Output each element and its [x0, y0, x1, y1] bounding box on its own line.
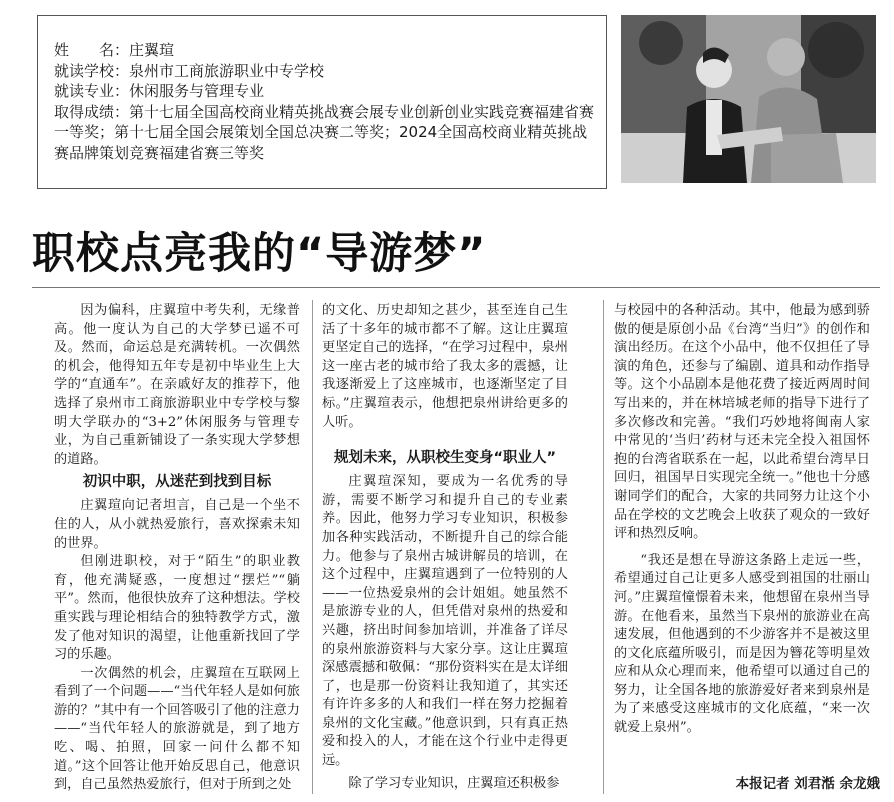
column-divider-2	[603, 300, 604, 794]
column-divider-1	[312, 300, 313, 794]
article-column-3	[614, 302, 870, 738]
col3-paragraph-1: 与校园中的各种活动。其中，他最为感到骄傲的便是原创小品《台湾“当归”》的创作和演出经历。在这个小品中，他不仅担任了导演的角色，还参与了编剧、道具和动作指导等。这个小品剧本是他花费了接近两周时间写出来的，并在林培城老师的指导下进行了多次修改和完善。“我们巧妙地将闽南人家中常见的‘当归’药材与还未完全投入祖国怀抱的台湾省联系在一起，以此希望台湾早日回归，祖国早日实现完全统一。”他也十分感谢同学们的配合，大家的共同努力让这个小品在学校的文艺晚会上收获了观众的一致好评和热烈反响。	[614, 303, 870, 542]
profile-major: 就读专业：休闲服务与管理专业	[54, 82, 265, 100]
profile-school: 就读学校：泉州市工商旅游职业中专学校	[54, 61, 325, 80]
subheading-2: 规划未来，从职校生变身“职业人”	[333, 450, 557, 467]
col1-paragraph-4: 一次偶然的机会，庄翼瑄在互联网上看到了一个问题——“当代年轻人是如何旅游的？”其中有一个回答吸引了他的注意力——“当代年轻人的旅游就是，到了地方吃、喝、拍照，回家一问什么都不知道。”这个回答让他开始反思自己，他意识到，自己虽然热爱旅行，但对于所到之处	[54, 665, 300, 793]
profile-name: 姓 名：庄翼瑄	[54, 41, 175, 59]
portrait-photo-icon	[621, 15, 876, 183]
article-column-2	[322, 302, 568, 793]
col1-paragraph-3: 但刚进职校，对于“陌生”的职业教育，他充满疑惑，一度想过“摆烂”“躺平”。然而，他很快放弃了这种想法。学校重实践与理论相结合的独特教学方式，激发了他对知识的渴望，让他重新找回了学习的乐趣。	[54, 554, 300, 663]
profile-box	[37, 15, 607, 189]
headline: 职校点亮我的“导游梦”	[32, 229, 487, 279]
col2-paragraph-2: 庄翼瑄深知，要成为一名优秀的导游，需要不断学习和提升自己的专业素养。因此，他努力学习专业知识，积极参加各种实践活动，不断提升自己的综合能力。他参与了泉州古城讲解员的培训，在这个过程中，庄翼瑄遇到了一位特别的人——一位热爱泉州的会计姐姐。她虽然不是旅游专业的人，但凭借对泉州的热爱和兴趣，挤出时间参加培训，并准备了详尽的泉州旅游资料与大家分享。这让庄翼瑄深感震撼和敬佩：“那份资料实在是太详细了，也是那一份资料让我知道了，其实还有许许多多的人和我们一样在努力挖掘着泉州的文化宝藏。”他意识到，只有真正热爱和投入的人，才能在这个行业中走得更远。	[322, 474, 568, 769]
col2-paragraph-1: 的文化、历史却知之甚少，甚至连自己生活了十多年的城市都不了解。这让庄翼瑄更坚定自己的选择，“在学习过程中，泉州这一座古老的城市给了我太多的震撼，让我逐渐爱上了这座城市，也逐渐坚定了目标。”庄翼瑄表示，他想把泉州讲给更多的人听。	[322, 303, 568, 430]
col3-paragraph-2: “我还是想在导游这条路上走远一些，希望通过自己让更多人感受到祖国的壮丽山河。”庄翼瑄憧憬着未来，他想留在泉州当导游。在他看来，虽然当下泉州的旅游业在高速发展，但他遇到的不少游客并不是被这里的文化底蕴所吸引，而是因为簪花等明星效应和从众心理而来，他希望可以通过自己的努力，让全国各地的旅游爱好者来到泉州是为了来感受这座城市的文化底蕴，“来一次就爱上泉州”。	[614, 552, 870, 736]
col1-paragraph-2: 庄翼瑄向记者坦言，自己是一个坐不住的人，从小就热爱旅行，喜欢探索未知的世界。	[54, 498, 300, 551]
subheading-1: 初识中职，从迷茫到找到目标	[82, 474, 272, 491]
article-column-1	[54, 302, 300, 795]
portrait-photo	[621, 15, 876, 183]
col1-paragraph-1: 因为偏科，庄翼瑄中考失利，无缘普高。他一度认为自己的大学梦已遥不可及。然而，命运总是充满转机。一次偶然的机会，他得知五年专是初中毕业生上大学的“直通车”。在亲戚好友的推荐下，他选择了泉州市工商旅游职业中专学校与黎明大学联办的“3+2”休闲服务与管理专业，为自己重新铺设了一条实现大学梦想的道路。	[54, 303, 300, 467]
byline: 本报记者 刘君湉 余龙娥	[735, 776, 880, 792]
profile-achievement: 取得成绩：第十七届全国高校商业精英挑战赛会展专业创新创业实践竞赛福建省赛一等奖；第十七届全国会展策划全国总决赛二等奖；2024全国高校商业精英挑战赛品牌策划竞赛福建省赛三等奖	[54, 102, 595, 162]
col2-paragraph-3: 除了学习专业知识，庄翼瑄还积极参	[348, 775, 560, 791]
headline-divider	[32, 287, 880, 288]
